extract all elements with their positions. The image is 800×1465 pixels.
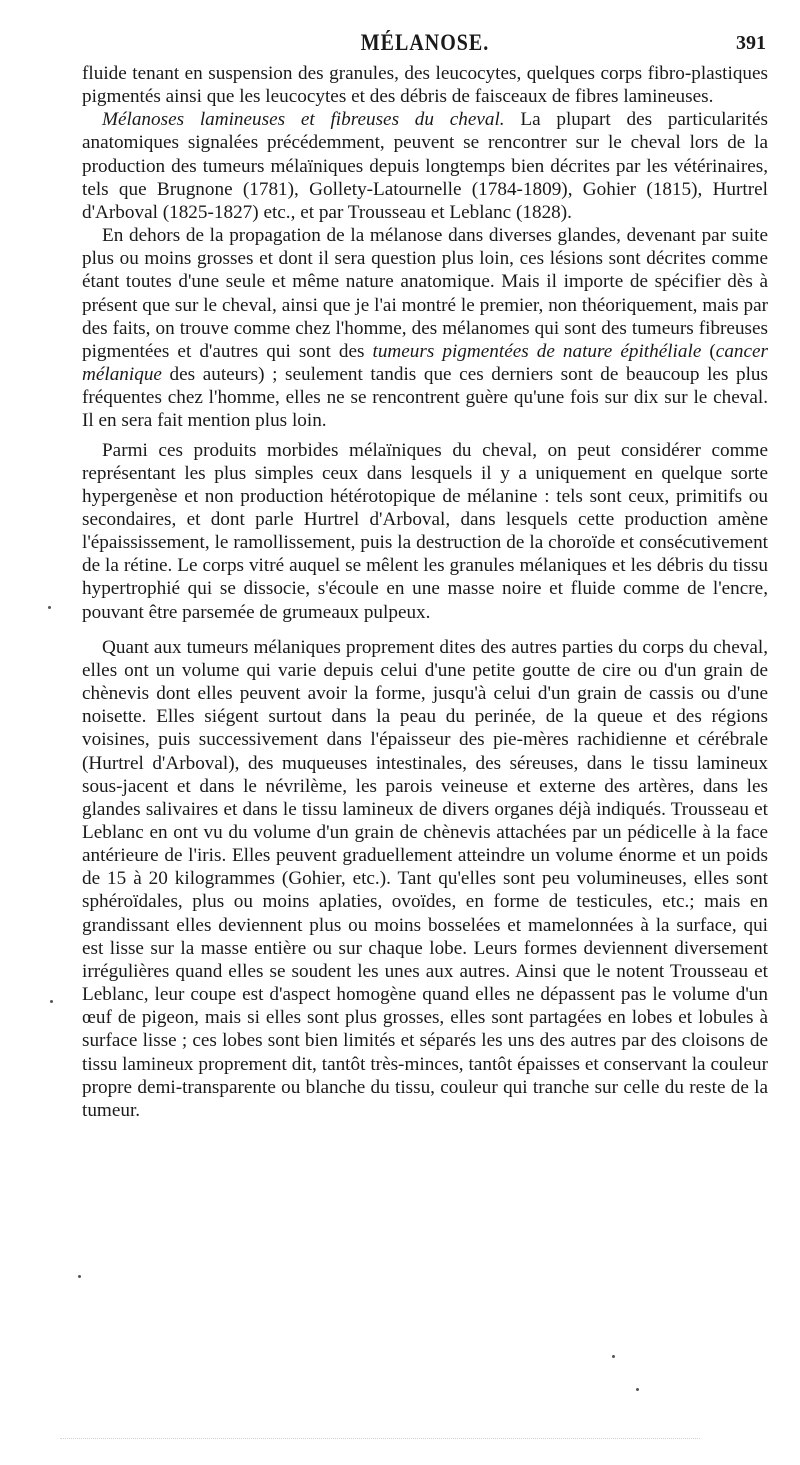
- paragraph-text: Quant aux tumeurs mélaniques proprement dites des autres parties du corps du cheval, elles ont un volume qui varie depuis celui d'une petite goutte de cire ou d'un grain de chènevis dont elles peuvent avoir la forme, jusqu'à celui d'un grain de cassis ou d'une noisette. Elles siégent surtout dans la peau du perinée, de la queue et des régions voisines, puis successivement dans l'épaisseur des pie-mères rachidienne et cérébrale (Hurtrel d'Arboval), des muqueuses intestinales, des séreuses, dans le tissu lamineux sous-jacent et dans le névrilème, les parois veineuse et externe des artères, dans les glandes salivaires et dans le tissu lamineux de divers organes déjà indiqués. Trousseau et Leblanc en ont vu du volume d'un grain de chènevis attachées par un pédicelle à la face antérieure de l'iris. Elles peuvent graduellement atteindre un volume énorme et un poids de 15 à 20 kilogrammes (Gohier, etc.). Tant qu'elles sont peu volumineuses, elles sont sphéroïdales, plus ou moins aplaties, ovoïdes, en forme de testicules, etc.; mais en grandissant elles deviennent plus ou moins bosselées et mamelonnées à la surface, qui est lisse sur la masse entière ou sur chaque lobe. Leurs formes deviennent diversement irrégulières quand elles se soudent les unes aux autres. Ainsi que le notent Trousseau et Leblanc, leur coupe est d'aspect homogène quand elles ne dépassent pas le volume d'un œuf de pigeon, mais si elles sont plus grosses, elles sont partagées en lobes et lobules à surface lisse ; ces lobes sont bien limités et séparés les uns des autres par des cloisons de tissu lamineux proprement dit, tantôt très-minces, tantôt épaisses et conservant la couleur propre demi-transparente ou blanche du tissu, couleur qui tranche sur celle du reste de la tumeur.: [82, 636, 768, 1121]
- paragraph-text: fluide tenant en suspension des granules, des leucocytes, quelques corps fibro-plastiques pigmentés ainsi que les leucocytes et des débris de faisceaux de fibres lamineuses.: [82, 63, 768, 108]
- print-speck: [612, 1355, 615, 1358]
- paragraph-text: En dehors de la propagation de la mélanose dans diverses glandes, devenant par suite plus ou moins grosses et dont il sera question plus loin, ces lésions sont décrites comme étant toutes d'une seule et même nature anatomique. Mais il importe de spécifier dès à présent que sur le cheval, ainsi que je l'ai montré le premier, non théoriquement, mais par des faits, on trouve comme chez l'homme, des mélanomes qui sont des tumeurs fibreuses pigmentées et d'autres qui sont des: [82, 225, 768, 362]
- emphasis-text: tumeurs pigmentées de nature épithéliale: [372, 340, 702, 362]
- paragraph-text: des auteurs) ; seulement tandis que ces derniers sont de beaucoup les plus fréquentes chez l'homme, elles ne se rencontrent guère qu'une fois sur dix sur le cheval. Il en sera fait mention plus loin.: [82, 364, 768, 432]
- section-lead-heading: Mélanoses lamineuses et fibreuses du cheval.: [102, 109, 505, 131]
- page-header: [82, 30, 768, 60]
- paragraph-propagation: [82, 224, 768, 432]
- paragraph-produits-morbides: [82, 439, 768, 624]
- running-title: MÉLANOSE.: [360, 30, 490, 56]
- paragraph-text: (: [701, 340, 716, 362]
- paragraph-melanoses-cheval: [82, 108, 768, 224]
- scan-noise-line: [60, 1438, 700, 1449]
- print-speck: [636, 1388, 639, 1391]
- print-speck: [78, 1275, 81, 1278]
- print-speck: [48, 606, 51, 609]
- emphasis-text: cancer mélanique: [82, 340, 769, 386]
- print-speck: [50, 1000, 53, 1003]
- paragraph-tumeurs-melaniques: [82, 636, 768, 1122]
- page-number: 391: [736, 32, 766, 54]
- body-text: [82, 62, 768, 1122]
- paragraph-text: La plupart des particularités anatomiques signalées précédemment, peuvent se rencontrer sur le cheval lors de la production des tumeurs mélaïniques depuis longtemps bien décrites par les vétérinaires, tels que Brugnone (1781), Gollety-Latournelle (1784-1809), Gohier (1815), Hurtrel d'Arboval (1825-1827) etc., et par Trousseau et Leblanc (1828).: [82, 109, 768, 223]
- paragraph-continuation: [82, 62, 768, 108]
- paragraph-text: Parmi ces produits morbides mélaïniques du cheval, on peut considérer comme représentant les plus simples ceux dans lesquels il y a uniquement en quelque sorte hypergenèse et non production hétérotopique de mélanine : tels sont ceux, primitifs ou secondaires, et dont parle Hurtrel d'Arboval, dans lesquels cette production amène l'épaississement, le ramollissement, puis la destruction de la choroïde et consécutivement de la rétine. Le corps vitré auquel se mêlent les granules mélaniques et les débris du tissu hypertrophié qui se dissocie, s'écoule en une masse noire et fluide comme de l'encre, pouvant être parsemée de grumeaux pulpeux.: [82, 439, 768, 623]
